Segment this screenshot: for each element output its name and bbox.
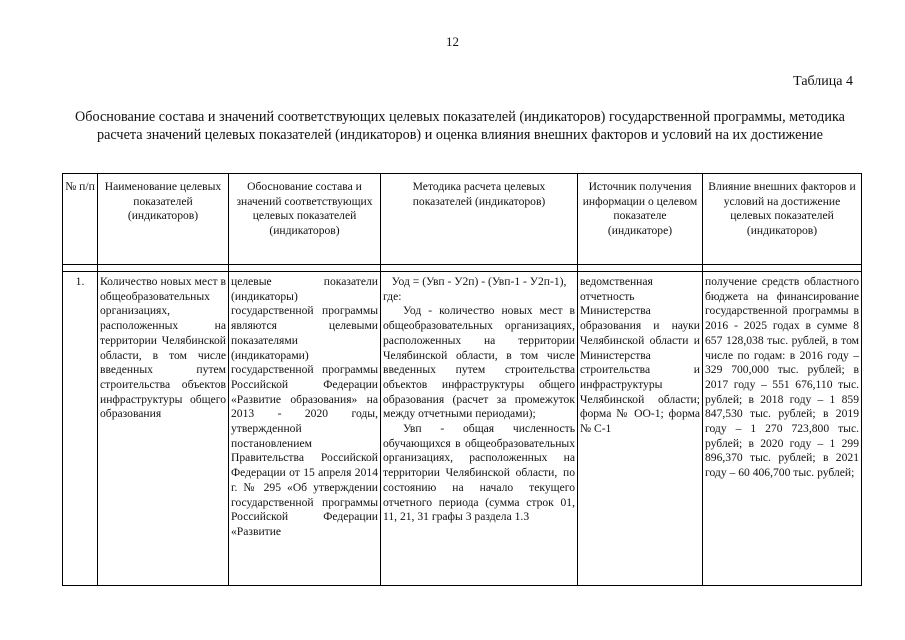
method-where: где:	[383, 289, 402, 303]
influence-cell: получение средств областного бюджета на финансирование государственной программы в 2016 - 2025 годах в сумме 8 657 128,038 тыс. рублей, в том числе по годам: в 2016 году – 329 700,000 тыс. рублей; в 2017 году – 551 676,110 тыс. рублей; в 2018 году – 1 859 847,530 тыс. рублей; в 2019 году – 1 270 723,800 тыс. рублей; в 2020 году – 1 299 896,370 тыс. рублей; в 2021 году – 60 406,700 тыс. рублей;	[703, 272, 862, 586]
table-row	[63, 272, 862, 586]
justification-cell: целевые показатели (индикаторы) государственной программы являются целевыми показателями (индикаторами) государственной программы Российской Федерации «Развитие образования» на 2013 - 2020 годы, утвержденной постановлением Правительства Российской Федерации от 15 апреля 2014 г. № 295 «Об утверждении государственной программы Российской Федерации «Развитие	[229, 272, 381, 586]
indicators-table	[62, 173, 862, 586]
indicator-name-cell: Количество новых мест в общеобразовательных организациях, расположенных на территории Челябинской области, в том числе введенных путем строительства объектов инфраструктуры общего образования	[98, 272, 229, 586]
header-calculation-method: Методика расчета целевых показателей (индикаторов)	[381, 174, 578, 265]
header-indicator-name: Наименование целевых показателей (индикаторов)	[98, 174, 229, 265]
header-information-source: Источник получения информации о целевом показателе (индикаторе)	[578, 174, 703, 265]
method-cell	[381, 272, 578, 586]
header-number: № п/п	[63, 174, 98, 265]
header-external-factors: Влияние внешних факторов и условий на достижение целевых показателей (индикаторов)	[703, 174, 862, 265]
source-cell: ведомственная отчетность Министерства образования и науки Челябинской области и Министерства строительства и инфраструктуры Челябинской области; форма № ОО-1; форма № С-1	[578, 272, 703, 586]
document-title: Обоснование состава и значений соответствующих целевых показателей (индикаторов) государственной программы, методика расчета значений целевых показателей (индикаторов) и оценка влияния внешних факторов и условий на их достижение	[75, 109, 845, 143]
method-paragraph-1: Уод - количество новых мест в общеобразовательных организациях, расположенных на территории Челябинской области, в том числе введенных путем строительства объектов инфраструктуры общего образования (расчет за промежуток между отчетными периодами);	[383, 304, 575, 421]
table-caption: Таблица 4	[793, 74, 853, 89]
method-formula: Уод = (Увп - У2п) - (Увп-1 - У2п-1),	[391, 275, 567, 288]
method-paragraph-2: Увп - общая численность обучающихся в общеобразовательных организациях, расположенных на территории Челябинской области, по состоянию на начало текущего отчетного периода (сумма строк 01, 11, 21, 31 графы 3 раздела 1.3	[383, 422, 575, 524]
header-justification: Обоснование состава и значений соответствующих целевых показателей (индикаторов)	[229, 174, 381, 265]
table-header-row	[63, 174, 862, 265]
row-number: 1.	[63, 272, 98, 586]
table-spacer-row	[63, 265, 862, 272]
page-number: 12	[446, 34, 459, 49]
